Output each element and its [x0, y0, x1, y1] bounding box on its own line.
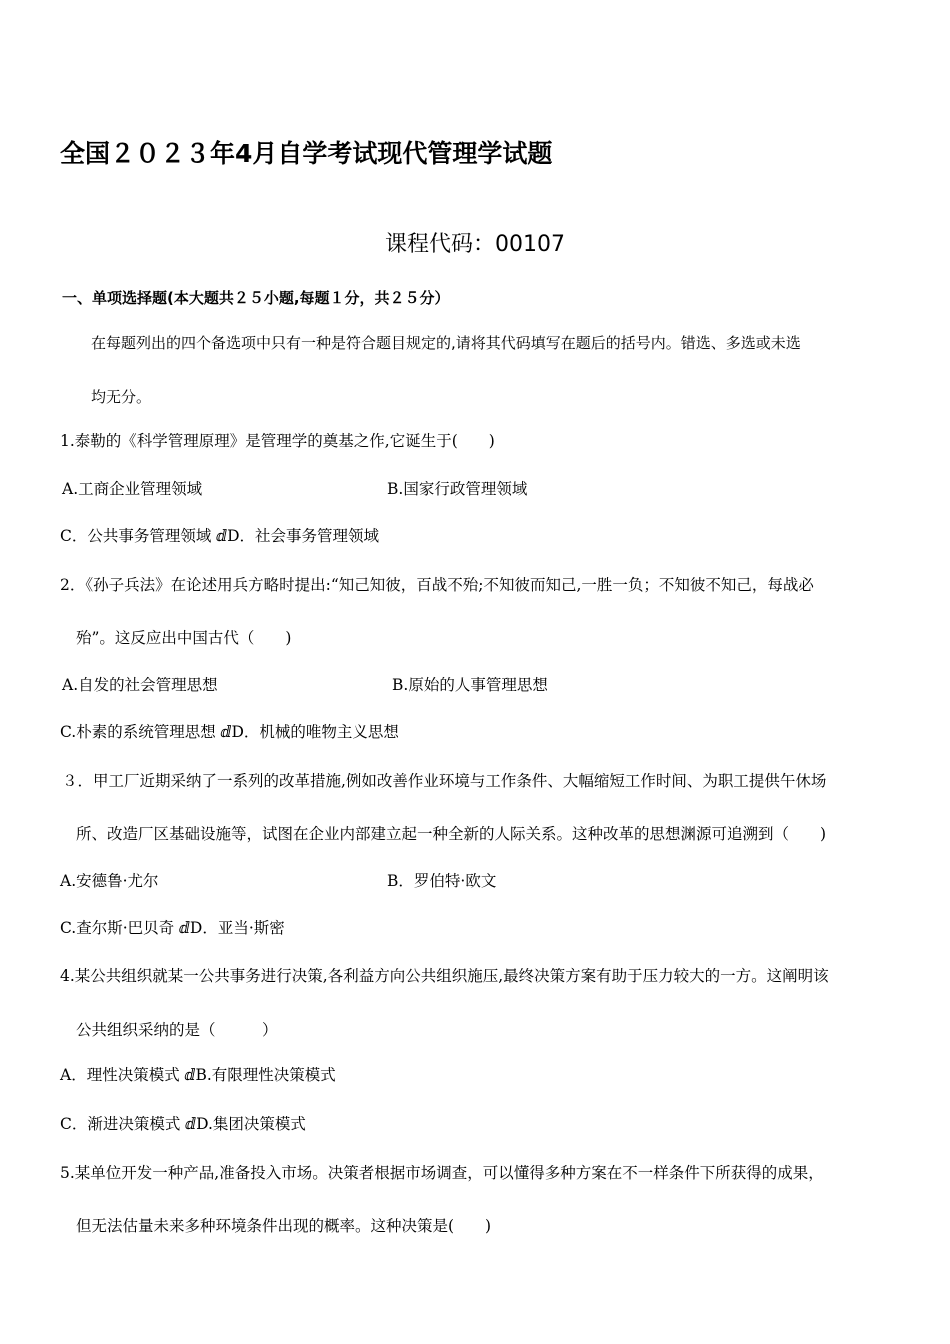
question-4-options-ab: A．理性决策模式 ⅆB.有限理性决策模式 — [60, 1066, 336, 1084]
question-2-stem-line1: 2．《孙子兵法》在论述用兵方略时提出:“知己知彼，百战不殆;不知彼而知己,一胜一负；不知彼不知己，每战必 — [60, 576, 814, 594]
section-heading: 一、单项选择题(本大题共２５小题,每题１分，共２５分） — [62, 289, 450, 307]
question-4-stem-line1: 4.某公共组织就某一公共事务进行决策,各利益方向公共组织施压,最终决策方案有助于压力较大的一方。这阐明该 — [60, 967, 829, 985]
question-1-option-a: A.工商企业管理领域 — [62, 480, 203, 498]
question-3-stem-line1: ３．甲工厂近期采纳了一系列的改革措施,例如改善作业环境与工作条件、大幅缩短工作时间、为职工提供午休场 — [62, 772, 827, 790]
question-3-option-a: A.安德鲁·尤尔 — [60, 872, 159, 890]
exam-title: 全国２０２３年4月自学考试现代管理学试题 — [60, 139, 553, 168]
question-1-stem: 1.泰勒的《科学管理原理》是管理学的奠基之作,它诞生于( ) — [60, 432, 495, 450]
question-3-option-b: B．罗伯特·欧文 — [387, 872, 497, 890]
question-4-stem-line2: 公共组织采纳的是（ ） — [76, 1021, 278, 1039]
question-3-options-cd: C.查尔斯·巴贝奇 ⅆD．亚当·斯密 — [60, 919, 285, 937]
question-2-option-b: B.原始的人事管理思想 — [392, 676, 548, 694]
section-instruction-line1: 在每题列出的四个备选项中只有一种是符合题目规定的,请将其代码填写在题后的括号内。错选、多选或未选 — [91, 334, 801, 352]
question-2-stem-line2: 殆”。这反应出中国古代（ ) — [76, 629, 292, 647]
question-2-options-cd: C.朴素的系统管理思想 ⅆD．机械的唯物主义思想 — [60, 723, 399, 741]
question-5-stem-line1: 5.某单位开发一种产品,准备投入市场。决策者根据市场调查，可以懂得多种方案在不一样条件下所获得的成果， — [60, 1164, 824, 1182]
question-1-options-cd: C．公共事务管理领域 ⅆD．社会事务管理领域 — [60, 527, 380, 545]
section-instruction-line2: 均无分。 — [91, 388, 152, 406]
question-5-stem-line2: 但无法估量未来多种环境条件出现的概率。这种决策是( ) — [76, 1217, 492, 1235]
course-code: 课程代码：00107 — [385, 232, 565, 257]
question-4-options-cd: C．渐进决策模式 ⅆD.集团决策模式 — [60, 1115, 306, 1133]
question-1-option-b: B.国家行政管理领域 — [387, 480, 528, 498]
question-3-stem-line2: 所、改造厂区基础设施等，试图在企业内部建立起一种全新的人际关系。这种改革的思想渊源可追溯到（ ) — [76, 825, 827, 843]
question-2-option-a: A.自发的社会管理思想 — [62, 676, 218, 694]
